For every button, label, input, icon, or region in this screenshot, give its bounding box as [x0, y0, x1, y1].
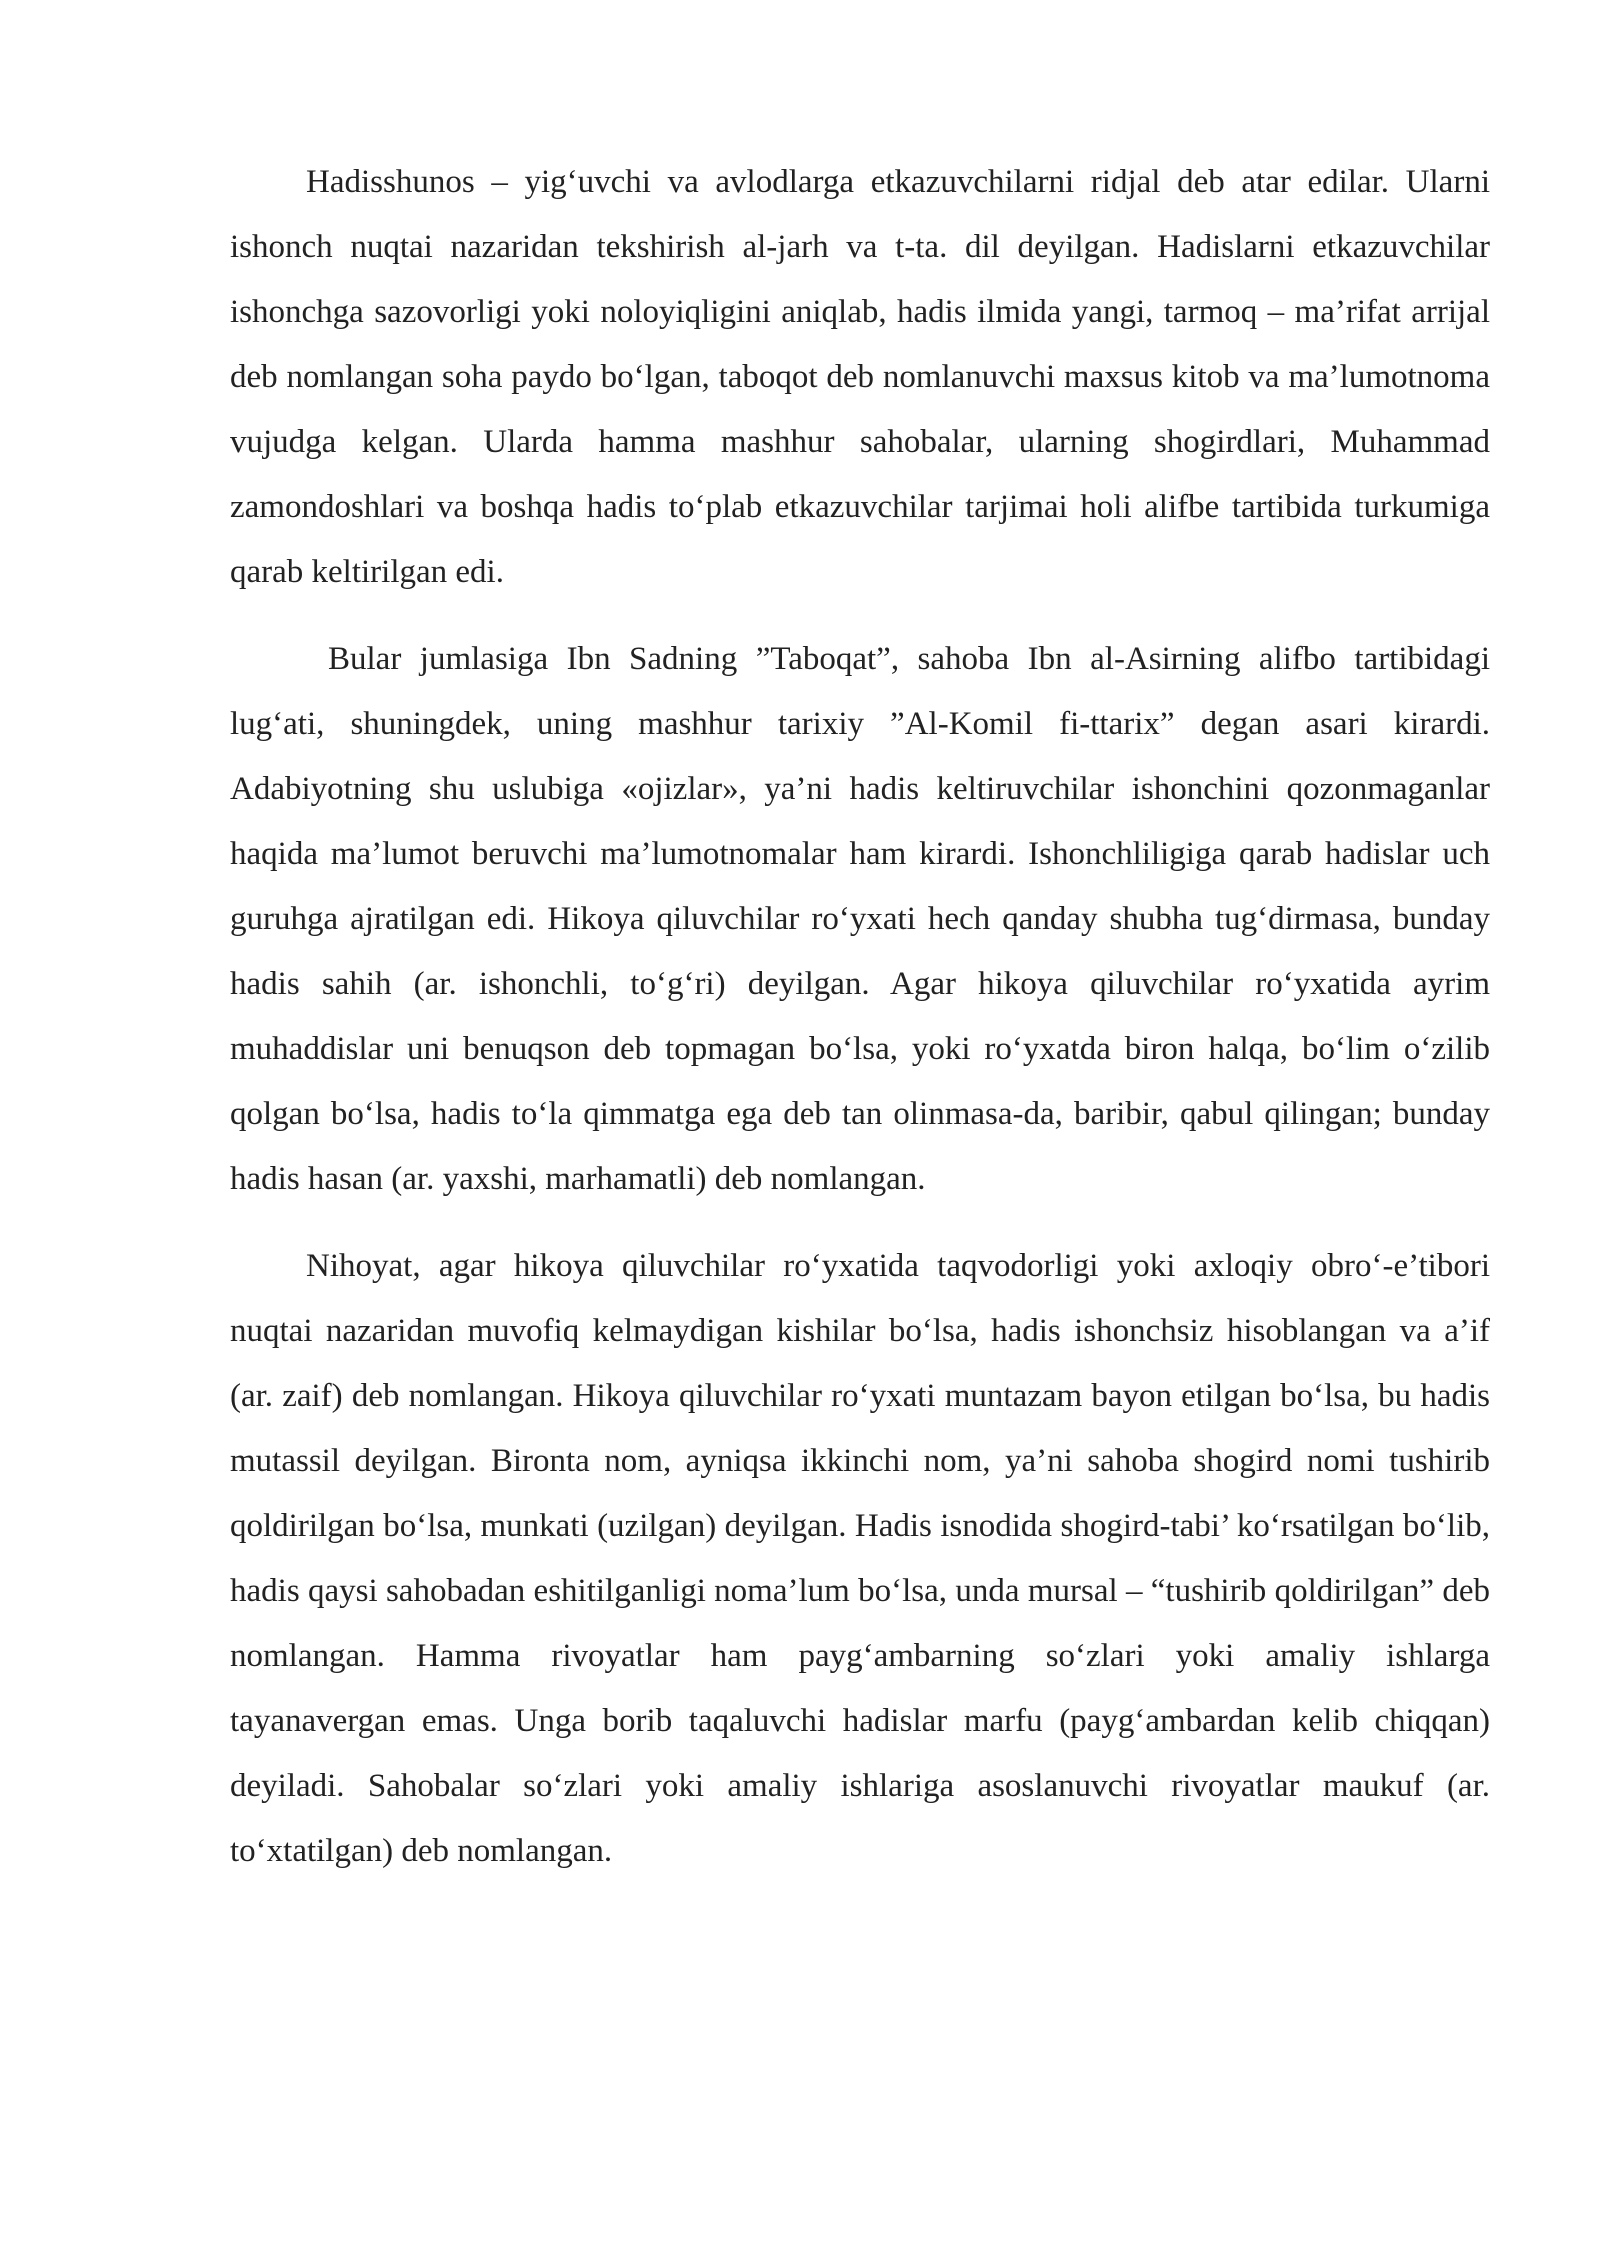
- paragraph-3: Nihoyat, agar hikoya qiluvchilar ro‘yxatida taqvodorligi yoki axloqiy obro‘-e’tibori nuqtai nazaridan muvofiq kelmaydigan kishilar bo‘lsa, hadis ishonchsiz hisoblangan va a’if (ar. zaif) deb nomlangan. Hikoya qiluvchilar ro‘yxati muntazam bayon etilgan bo‘lsa, bu hadis mutassil deyilgan. Bironta nom, ayniqsa ikkinchi nom, ya’ni sahoba shogird nomi tushirib qoldirilgan bo‘lsa, munkati (uzilgan) deyilgan. Hadis isnodida shogird-tabi’ ko‘rsatilgan bo‘lib, hadis qaysi sahobadan eshitilganligi noma’lum bo‘lsa, unda mursal – “tushirib qoldirilgan” deb nomlangan. Hamma rivoyatlar ham payg‘ambarning so‘zlari yoki amaliy ishlarga tayanavergan emas. Unga borib taqaluvchi hadislar marfu (payg‘ambardan kelib chiqqan) deyiladi. Sahobalar so‘zlari yoki amaliy ishlariga asoslanuvchi rivoyatlar maukuf (ar. to‘xtatilgan) deb nomlangan.: [230, 1248, 1490, 1869]
- document-body: [230, 150, 1490, 1884]
- paragraph-1: Hadisshunos – yig‘uvchi va avlodlarga etkazuvchilarni ridjal deb atar edilar. Ularni ishonch nuqtai nazaridan tekshirish al-jarh va t-ta. dil deyilgan. Hadislarni etkazuvchilar ishonchga sazovorligi yoki noloyiqligini aniqlab, hadis ilmida yangi, tarmoq – ma’rifat arrijal deb nomlangan soha paydo bo‘lgan, taboqot deb nomlanuvchi maxsus kitob va ma’lumotnoma vujudga kelgan. Ularda hamma mashhur sahobalar, ularning shogirdlari, Muhammad zamondoshlari va boshqa hadis to‘plab etkazuvchilar tarjimai holi alifbe tartibida turkumiga qarab keltirilgan edi.: [230, 164, 1490, 590]
- paragraph-2: Bular jumlasiga Ibn Sadning ”Taboqat”, sahoba Ibn al-Asirning alifbo tartibidagi lug‘ati, shuningdek, uning mashhur tarixiy ”Al-Komil fi-ttarix” degan asari kirardi. Adabiyotning shu uslubiga «ojizlar», ya’ni hadis keltiruvchilar ishonchini qozonmaganlar haqida ma’lumot beruvchi ma’lumotnomalar ham kirardi. Ishonchliligiga qarab hadislar uch guruhga ajratilgan edi. Hikoya qiluvchilar ro‘yxati hech qanday shubha tug‘dirmasa, bunday hadis sahih (ar. ishonchli, to‘g‘ri) deyilgan. Agar hikoya qiluvchilar ro‘yxatida ayrim muhaddislar uni benuqson deb topmagan bo‘lsa, yoki ro‘yxatda biron halqa, bo‘lim o‘zilib qolgan bo‘lsa, hadis to‘la qimmatga ega deb tan olinmasa-da, baribir, qabul qilingan; bunday hadis hasan (ar. yaxshi, marhamatli) deb nomlangan.: [230, 641, 1490, 1197]
